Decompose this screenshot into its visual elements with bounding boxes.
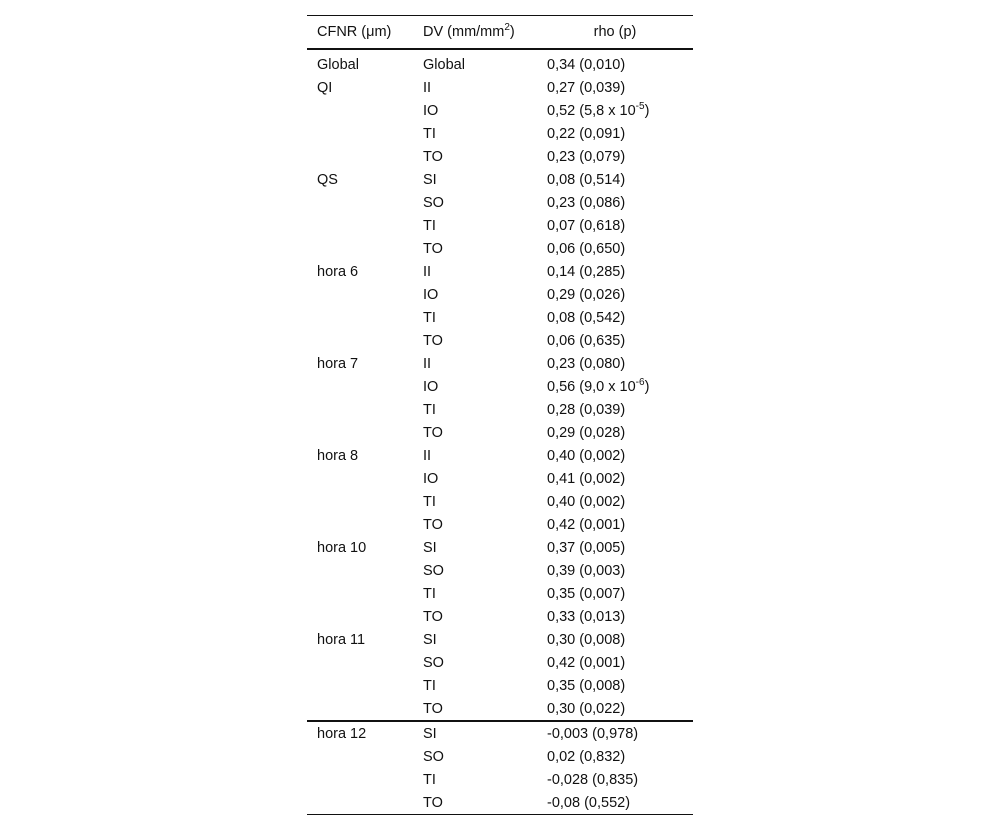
table-row: [307, 421, 693, 444]
table-row: [307, 352, 693, 375]
table-row: [307, 791, 693, 815]
table-row: [307, 237, 693, 260]
cell-rho: [537, 768, 693, 791]
table-row: [307, 745, 693, 768]
cell-rho: [537, 674, 693, 697]
rho-value: 0,33 (0,013): [547, 608, 626, 625]
rho-value: 0,37 (0,005): [547, 539, 626, 556]
table-row: [307, 490, 693, 513]
cell-dv: TO: [423, 148, 443, 165]
cell-rho: [537, 306, 693, 329]
table-row: [307, 122, 693, 145]
table-row: [307, 306, 693, 329]
cell-rho: [537, 352, 693, 375]
cell-rho: [537, 260, 693, 283]
correlation-table: [307, 15, 693, 815]
cell-dv: TO: [423, 700, 443, 717]
rho-value: 0,07 (0,618): [547, 217, 626, 234]
cell-dv: TI: [423, 771, 436, 788]
cell-rho: [537, 168, 693, 191]
table-row: [307, 191, 693, 214]
table-row: [307, 768, 693, 791]
table-row: [307, 536, 693, 559]
cell-dv: TO: [413, 791, 537, 815]
cell-rho: [537, 467, 693, 490]
cell-cfnr: [307, 697, 413, 721]
rho-value: 0,35 (0,008): [547, 677, 626, 694]
cell-cfnr: [307, 513, 413, 536]
cell-cfnr: QS: [317, 171, 338, 188]
cell-cfnr: hora 8: [317, 447, 359, 464]
cell-cfnr: hora 12: [307, 721, 413, 745]
table-row: [307, 49, 693, 76]
cell-rho: [537, 76, 693, 99]
cell-cfnr: [307, 768, 413, 791]
cell-rho: [537, 444, 693, 467]
rho-exponent: -5: [635, 100, 645, 112]
rho-value: 0,29 (0,026): [547, 286, 626, 303]
cell-dv: IO: [423, 102, 439, 119]
cell-cfnr: [307, 191, 413, 214]
cell-rho: [537, 122, 693, 145]
rho-value: 0,29 (0,028): [547, 424, 626, 441]
table-row: [307, 467, 693, 490]
rho-value: -0,028 (0,835): [547, 771, 639, 788]
cell-dv: Global: [423, 56, 465, 73]
cell-cfnr: QI: [317, 79, 333, 96]
rho-value: 0,02 (0,832): [547, 748, 626, 765]
cell-cfnr: [307, 674, 413, 697]
table-row: [307, 721, 693, 745]
header-cfnr: CFNR (μm): [307, 16, 413, 50]
cell-cfnr: hora 7: [317, 355, 359, 372]
cell-cfnr: hora 11: [317, 631, 366, 648]
cell-rho: [537, 697, 693, 721]
cell-rho: [537, 329, 693, 352]
cell-dv: SO: [423, 194, 444, 211]
cell-dv: IO: [423, 286, 439, 303]
cell-rho: [537, 421, 693, 444]
rho-value: 0,23 (0,086): [547, 194, 626, 211]
table-body: [307, 49, 693, 815]
rho-value: 0,08 (0,542): [547, 309, 626, 326]
rho-close-paren: ): [644, 378, 650, 395]
cell-rho: [537, 145, 693, 168]
header-dv: DV $(mm/mm^2)$: [413, 16, 537, 50]
cell-dv: SO: [423, 748, 444, 765]
cell-dv: SI: [423, 171, 437, 188]
cell-rho: [537, 651, 693, 674]
cell-dv: SI: [423, 539, 437, 556]
cell-cfnr: [307, 122, 413, 145]
cell-dv: TO: [423, 240, 443, 257]
cell-dv: TI: [423, 125, 436, 142]
cell-cfnr: [307, 329, 413, 352]
rho-value: 0,40 (0,002): [547, 493, 626, 510]
cell-rho: [537, 536, 693, 559]
rho-value: 0,35 (0,007): [547, 585, 626, 602]
table-row: [307, 214, 693, 237]
table-header: [307, 16, 693, 50]
table-row: [307, 444, 693, 467]
cell-cfnr: Global: [317, 56, 359, 73]
cell-rho: [537, 191, 693, 214]
rho-value: 0,27 (0,039): [547, 79, 626, 96]
table-row: [307, 582, 693, 605]
table-row: [307, 398, 693, 421]
cell-cfnr: [307, 421, 413, 444]
cell-dv: TI: [423, 401, 436, 418]
table-row: [307, 145, 693, 168]
cell-rho: [537, 513, 693, 536]
cell-cfnr: [307, 745, 413, 768]
cell-rho: [537, 628, 693, 651]
table-row: [307, 628, 693, 651]
cell-cfnr: [307, 605, 413, 628]
rho-value: 0,30 (0,022): [547, 700, 626, 717]
rho-close-paren: ): [644, 102, 650, 119]
cell-dv: SO: [423, 562, 444, 579]
cell-cfnr: [307, 214, 413, 237]
table-row: [307, 329, 693, 352]
cell-cfnr: [307, 490, 413, 513]
cell-dv: IO: [423, 470, 439, 487]
table-row: [307, 559, 693, 582]
cell-dv: II: [423, 447, 432, 464]
cell-rho: [537, 605, 693, 628]
cell-dv: II: [423, 79, 432, 96]
rho-value: 0,23 (0,079): [547, 148, 626, 165]
table-row: [307, 651, 693, 674]
rho-value: 0,22 (0,091): [547, 125, 626, 142]
cell-cfnr: [307, 99, 413, 122]
cell-rho: [537, 99, 693, 122]
table-row: [307, 605, 693, 628]
cell-dv: TI: [423, 677, 436, 694]
table-row: [307, 375, 693, 398]
cell-dv: TO: [423, 424, 443, 441]
cell-cfnr: [307, 582, 413, 605]
cell-cfnr: [307, 651, 413, 674]
cell-dv: SI: [423, 631, 437, 648]
rho-value: 0,28 (0,039): [547, 401, 626, 418]
cell-dv: TI: [423, 217, 436, 234]
cell-rho: [537, 237, 693, 260]
cell-cfnr: [307, 559, 413, 582]
rho-value: 0,08 (0,514): [547, 171, 626, 188]
rho-value: 0,14 (0,285): [547, 263, 626, 280]
cell-dv: TO: [423, 516, 443, 533]
header-rho: rho (p): [537, 16, 693, 50]
table-row: [307, 260, 693, 283]
cell-rho: [537, 582, 693, 605]
rho-exponent: -6: [635, 376, 645, 388]
rho-value: 0,34 (0,010): [547, 56, 626, 73]
cell-cfnr: hora 10: [317, 539, 367, 556]
cell-cfnr: [307, 237, 413, 260]
cell-rho: [537, 559, 693, 582]
cell-dv: IO: [423, 378, 439, 395]
rho-value: 0,42 (0,001): [547, 654, 626, 671]
table-row: [307, 674, 693, 697]
cell-cfnr: [307, 467, 413, 490]
cell-rho: [537, 375, 693, 398]
header-row: [307, 16, 693, 50]
cell-rho: [537, 214, 693, 237]
cell-cfnr: [307, 283, 413, 306]
correlation-table-container: [307, 15, 693, 815]
table-row: [307, 283, 693, 306]
rho-value: 0,06 (0,650): [547, 240, 626, 257]
cell-rho: [537, 791, 693, 815]
cell-dv: TI: [423, 493, 436, 510]
rho-value: 0,52 (5,8 x 10: [547, 102, 636, 119]
rho-value: -0,08 (0,552): [547, 794, 631, 811]
cell-cfnr: [307, 398, 413, 421]
cell-dv: TO: [423, 608, 443, 625]
cell-cfnr: [307, 306, 413, 329]
cell-rho: [537, 721, 693, 745]
cell-dv: SI: [413, 721, 537, 745]
cell-rho: [537, 398, 693, 421]
rho-value: 0,42 (0,001): [547, 516, 626, 533]
cell-dv: SO: [423, 654, 444, 671]
rho-value: 0,39 (0,003): [547, 562, 626, 579]
cell-cfnr: [307, 145, 413, 168]
cell-rho: [537, 745, 693, 768]
cell-rho: [537, 283, 693, 306]
rho-value: 0,40 (0,002): [547, 447, 626, 464]
cell-dv: TI: [423, 585, 436, 602]
table-row: [307, 697, 693, 721]
cell-dv: TO: [423, 332, 443, 349]
table-row: [307, 99, 693, 122]
cell-dv: II: [423, 355, 432, 372]
cell-dv: II: [423, 263, 432, 280]
rho-value: 0,30 (0,008): [547, 631, 626, 648]
rho-value: 0,06 (0,635): [547, 332, 626, 349]
rho-value: 0,56 (9,0 x 10: [547, 378, 636, 395]
rho-value: -0,003 (0,978): [547, 725, 639, 742]
table-row: [307, 513, 693, 536]
cell-dv: TI: [423, 309, 436, 326]
rho-value: 0,23 (0,080): [547, 355, 626, 372]
cell-cfnr: hora 6: [317, 263, 359, 280]
table-row: [307, 76, 693, 99]
cell-rho: [537, 49, 693, 76]
cell-cfnr: [307, 791, 413, 815]
cell-rho: [537, 490, 693, 513]
table-row: [307, 168, 693, 191]
rho-value: 0,41 (0,002): [547, 470, 626, 487]
cell-cfnr: [307, 375, 413, 398]
